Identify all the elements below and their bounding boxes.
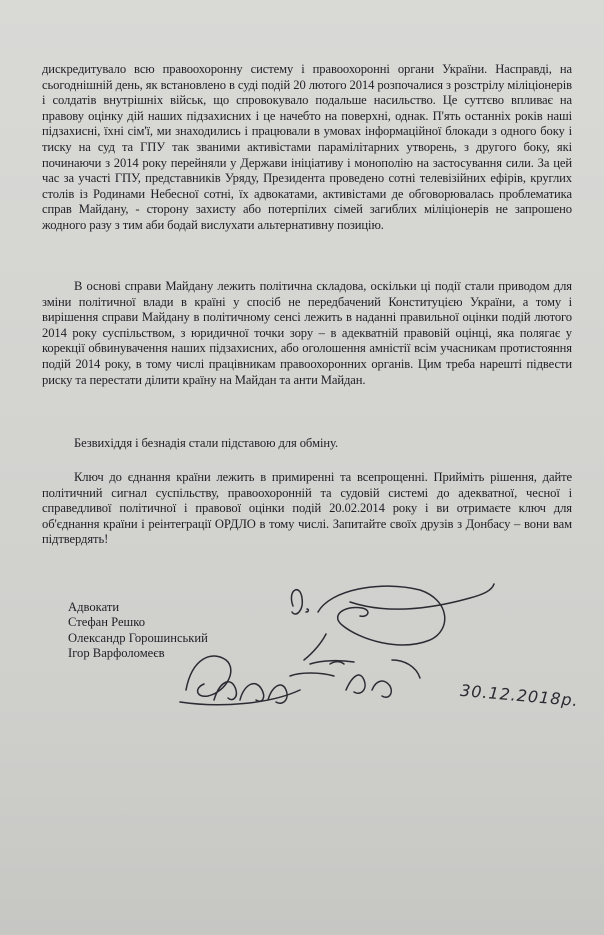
paragraph-2: В основі справи Майдану лежить політична складова, оскільки ці події стали приводом для зміни політичної влади в країні у спосіб не передбачений Конституцією України, а тому і вирішення справи Майдану в політичному сенсі лежить в наданні правильної оцінки подій лютого 2014 року суспільством, з юридичної точки зору – в адекватній правовій оцінці, яка полягає у корекції обвинувачення наших підзахисних, або оголошення амністії всім учасникам протистояння подій 2014 року, в тому числі працівникам правоохоронних органів. Цим треба нарешті підвести риску та перестати ділити країну на Майдан та анти Майдан.: [42, 279, 572, 387]
signatories-title: Адвокати: [68, 600, 120, 614]
handwritten-date: 30.12.2018р.: [459, 680, 580, 711]
signatory-name-1: Стефан Решко: [68, 615, 146, 630]
signature-2: [186, 656, 231, 696]
signatory-name-2: Олександр Горошинський: [68, 630, 208, 645]
signatory-name-3: Ігор Варфоломеєв: [68, 646, 165, 661]
paragraph-1: дискредитувало всю правоохоронну систему і правоохоронні органи України. Насправді, на сьогоднішній день, як встановлено в суді подій 20 лютого 2014 розпочалися з розстрілу міліціонерів і солдатів внутрішніх військ, що спровокувало подальше насильство. Це суттєво впливає на правову оцінку дій наших підзахисних і це начебто на поверхні, однак. П'ять останніх років наші підзахисні, їхні сім'ї, ми знаходились і працювали в умовах інформаційної блокади з одного боку і тиску на суд та ГПУ так званими активістами парамілітарних утворень, з другого боку, які починаючи з 2014 року перейняли у Держави ініціативу і монополію на застосування сили. За цей час за участі ГПУ, представників Уряду, Президента проведено сотні телевізійних ефірів, круглих столів із Родинами Небесної сотні, їх адвокатами, активістами де обговорювалась проблематика справ Майдану, - сторону захисту або потерпілих сімей загиблих міліціонерів не запрошено жодного разу з тим аби бодай вислухати альтернативну позицію.: [42, 62, 572, 232]
paragraph-4: Ключ до єднання країни лежить в примиренні та всепрощенні. Прийміть рішення, дайте політичний сигнал суспільству, правоохоронній та судовій системі до адекватної, чесної і справедливої політичної і правової оцінки подій 20.02.2014 року і ви отримаєте ключ для об'єднання країни і реінтеграції ОРДЛО в тому числі. Запитайте своїх друзів з Донбасу – вони вам підтвердять!: [42, 470, 572, 547]
paragraph-3: Безвихіддя і безнадія стали підставою для обміну.: [74, 436, 338, 450]
signature-1: [291, 590, 302, 614]
